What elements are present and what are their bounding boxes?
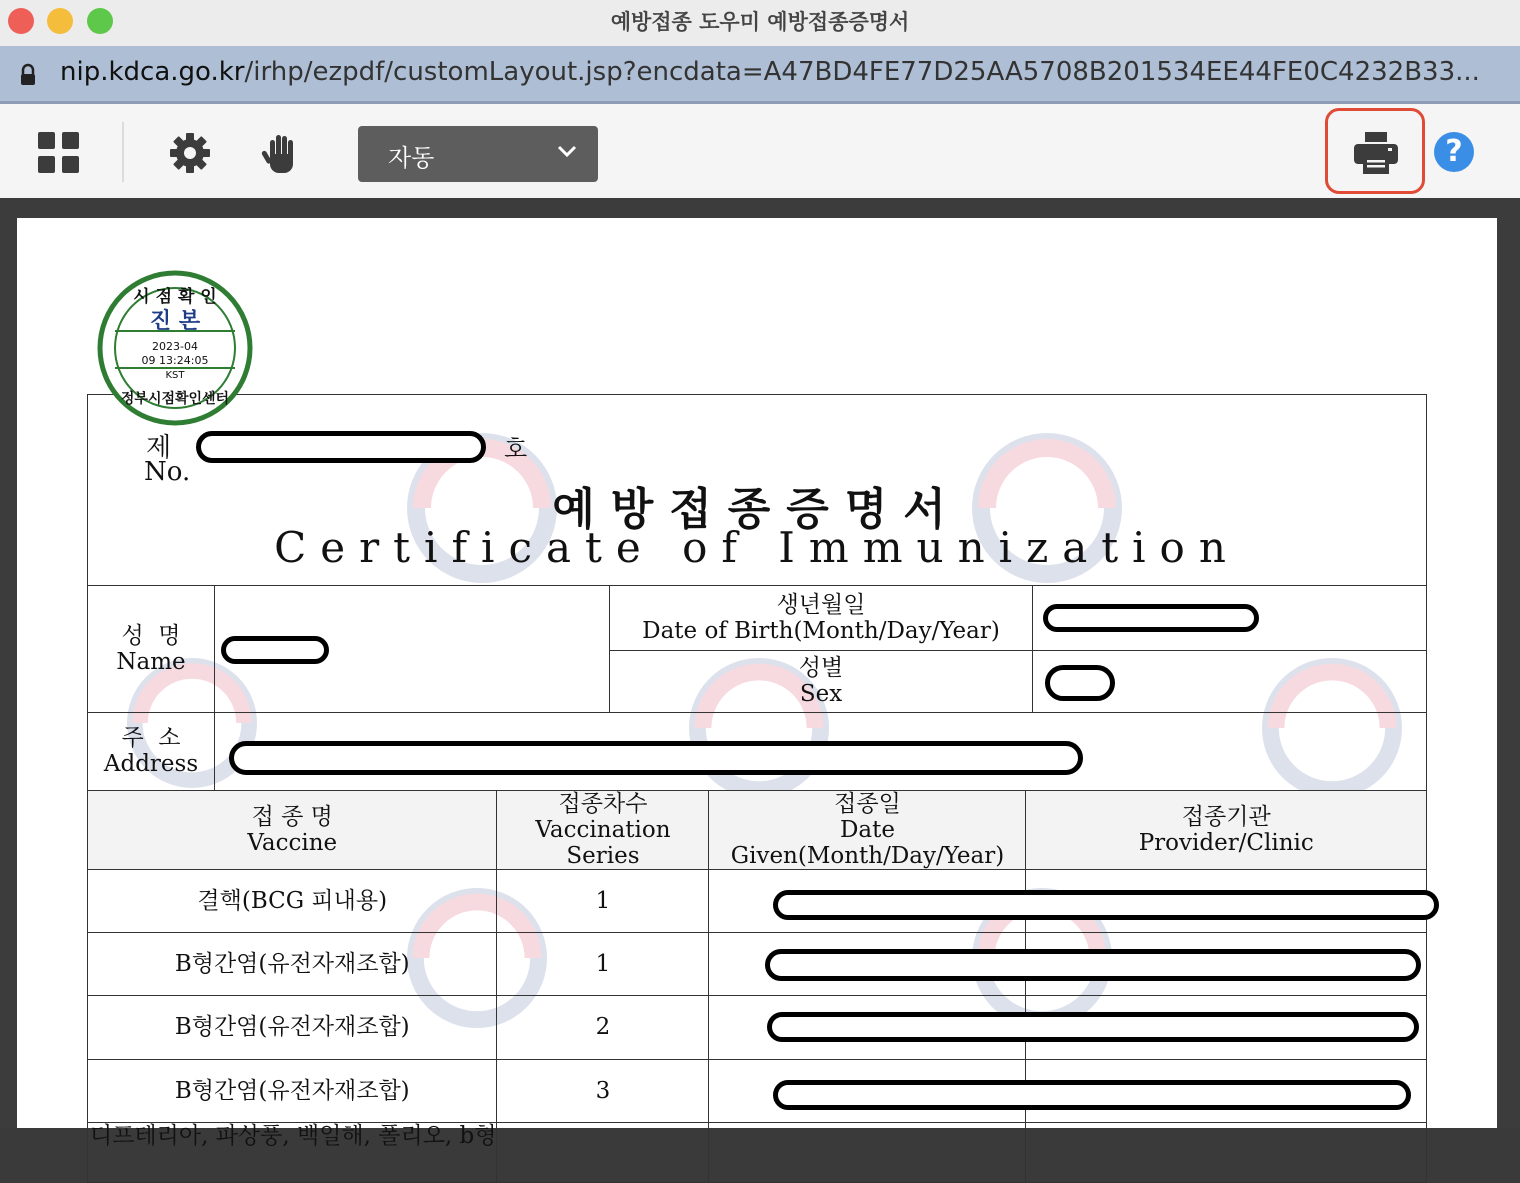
redacted-sex (1045, 665, 1115, 701)
seal-timezone: KST (165, 370, 185, 381)
toolbar-divider (122, 122, 124, 182)
provider-cell (1026, 1122, 1426, 1182)
redacted-address (229, 741, 1083, 775)
window-title: 예방접종 도우미 예방접종증명서 (610, 10, 910, 34)
name-label-cell (88, 586, 215, 712)
series-cell: 2 (497, 995, 709, 1059)
table-row (88, 995, 1426, 1059)
title-english: Certificate of Immunization (274, 523, 1240, 572)
address-label-cell (88, 712, 215, 790)
chevron-down-icon (556, 140, 578, 162)
gear-icon[interactable] (169, 132, 211, 174)
column-header-provider (1026, 791, 1426, 870)
column-header-en: Date Given(Month/Day/Year) (730, 816, 1005, 869)
zoom-select-value: 자동 (388, 144, 435, 172)
document-viewer[interactable] (0, 198, 1520, 1149)
address-label-en: Address (103, 751, 199, 777)
hand-tool-icon[interactable] (264, 134, 300, 174)
certificate-form (87, 394, 1427, 1183)
viewer-toolbar (0, 104, 1520, 199)
provider-cell (1026, 1059, 1426, 1122)
title-korean: 예방접종증명서 (552, 484, 962, 535)
date-cell (709, 995, 1026, 1059)
provider-cell (1026, 932, 1426, 995)
help-icon[interactable]: ? (1434, 132, 1474, 172)
address-label-ko: 주 소 (121, 725, 181, 751)
lock-icon (20, 64, 36, 86)
certificate-number-label-ko: 제 (146, 433, 172, 463)
date-cell (709, 1122, 1026, 1182)
seal-center-text: 진 본 (149, 309, 201, 334)
vaccine-cell: B형간염(유전자재조합) (88, 1059, 497, 1122)
column-header-ko: 접종기관 (1181, 803, 1271, 830)
sex-label-cell (610, 650, 1033, 712)
column-header-en: Provider/Clinic (1138, 829, 1314, 856)
dob-label-ko: 생년월일 (776, 591, 866, 618)
date-cell (709, 1059, 1026, 1122)
redacted-certificate-number (196, 431, 486, 463)
address-value-cell (215, 712, 1427, 790)
name-label-en: Name (116, 648, 186, 675)
printer-icon[interactable] (1354, 132, 1398, 174)
address-bar[interactable] (0, 46, 1520, 104)
name-value-cell (215, 586, 610, 712)
column-header-series (497, 791, 709, 870)
url-host: nip.kdca.go.kr (60, 57, 245, 87)
vaccine-cell: 디프테리아, 파상풍, 백일해, 폴리오, b형 (88, 1122, 497, 1182)
table-row (88, 932, 1426, 995)
date-cell (709, 869, 1026, 932)
column-header-en: Vaccine (247, 829, 338, 856)
table-row (88, 1059, 1426, 1122)
url-text[interactable] (60, 57, 1515, 87)
url-path: /irhp/ezpdf/customLayout.jsp?encdata=A47BD4FE77D25AA5708B201534EE44FE0C4232B33... (244, 57, 1480, 87)
seal-top-text: 시 점 확 인 (133, 287, 217, 307)
series-cell: 1 (497, 932, 709, 995)
personal-info-table (88, 586, 1426, 791)
provider-cell (1026, 995, 1426, 1059)
zoom-select[interactable] (358, 126, 598, 182)
column-header-en: Vaccination Series (535, 816, 671, 869)
certificate-header (88, 395, 1426, 586)
vaccination-table (88, 791, 1426, 1183)
vaccine-cell: B형간염(유전자재조합) (88, 932, 497, 995)
dob-value-cell (1033, 586, 1427, 650)
series-cell: 1 (497, 869, 709, 932)
certificate-number-suffix: 호 (504, 435, 528, 463)
dob-label-cell (610, 586, 1033, 650)
sex-label-en: Sex (799, 681, 843, 707)
series-cell: 3 (497, 1059, 709, 1122)
table-row (88, 1122, 1426, 1182)
series-cell (497, 1122, 709, 1182)
certificate-number-label-en: No. (144, 457, 191, 487)
seal-date: 2023-04 (152, 340, 198, 353)
column-header-ko: 접종차수 (558, 790, 648, 817)
window-titlebar (0, 0, 1520, 46)
column-header-ko: 접 종 명 (251, 803, 333, 830)
sex-value-cell (1033, 650, 1427, 712)
table-row (88, 869, 1426, 932)
sex-label-ko: 성별 (798, 655, 844, 681)
redacted-date-of-birth (1043, 604, 1259, 632)
vaccine-cell: 결핵(BCG 피내용) (88, 869, 497, 932)
dob-label-en: Date of Birth(Month/Day/Year) (642, 617, 1000, 644)
seal-time: 09 13:24:05 (141, 354, 209, 367)
column-header-date-given (709, 791, 1026, 870)
column-header-ko: 접종일 (834, 790, 901, 817)
vaccine-cell: B형간염(유전자재조합) (88, 995, 497, 1059)
provider-cell (1026, 869, 1426, 932)
grid-view-icon[interactable] (38, 132, 80, 174)
date-cell (709, 932, 1026, 995)
column-header-vaccine (88, 791, 497, 870)
name-label-ko: 성 명 (121, 622, 181, 649)
seal-bottom-text: 정부시점확인센터 (120, 391, 230, 407)
verification-seal-stamp (97, 270, 253, 426)
pdf-page (17, 218, 1497, 1149)
redacted-name (221, 636, 329, 664)
